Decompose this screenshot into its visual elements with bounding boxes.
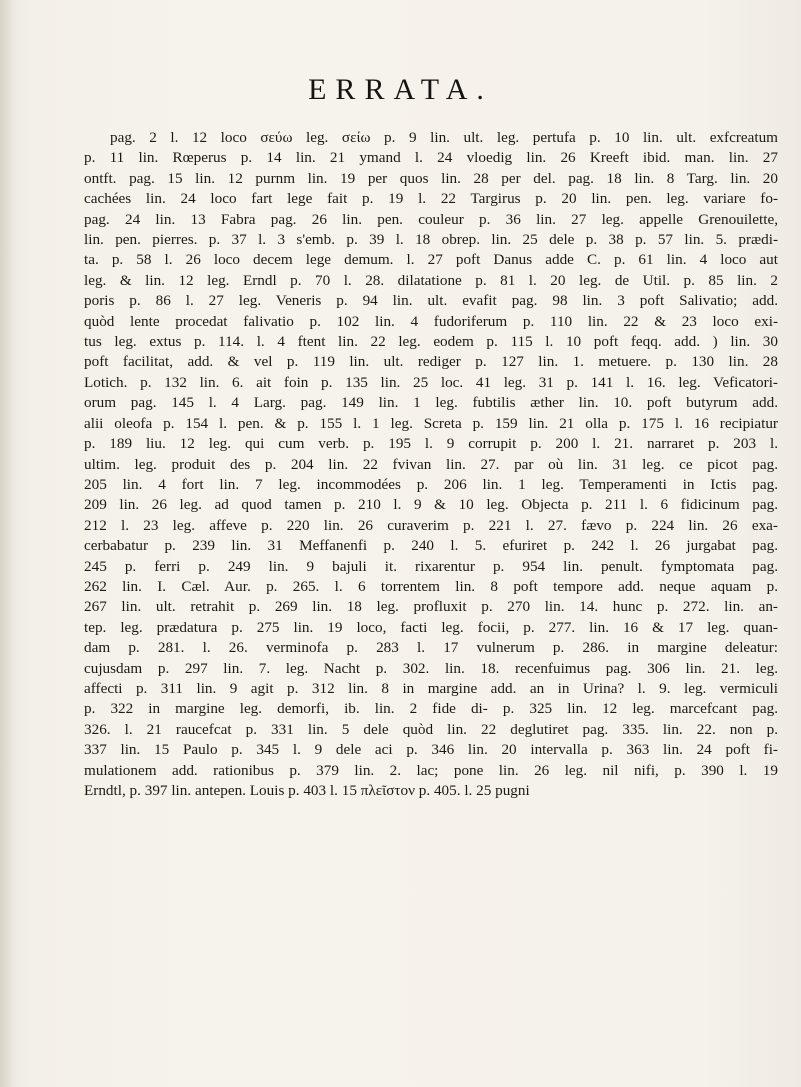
errata-line: 337 lin. 15 Paulo p. 345 l. 9 dele aci p. 346 lin. 20 intervalla p. 363 lin. 24 poft fi-	[84, 741, 778, 759]
errata-line: poft facilitat, add. & vel p. 119 lin. ult. rediger p. 127 lin. 1. metuere. p. 130 lin. 28	[84, 353, 778, 371]
errata-line: dam p. 281. l. 26. verminofa p. 283 l. 17 vulnerum p. 286. in margine deleatur:	[84, 639, 778, 657]
errata-line: poris p. 86 l. 27 leg. Veneris p. 94 lin. ult. evafit pag. 98 lin. 3 poft Salivatio; add.	[84, 292, 778, 310]
errata-line: 326. l. 21 raucefcat p. 331 lin. 5 dele quòd lin. 22 deglutiret pag. 335. lin. 22. non p.	[84, 720, 778, 738]
errata-line: cerbabatur p. 239 lin. 31 Meffanenfi p. 240 l. 5. efuriret p. 242 l. 26 jurgabat pag.	[84, 537, 778, 555]
page-title: ERRATA.	[308, 73, 493, 106]
errata-line: alii oleofa p. 154 l. pen. & p. 155 l. 1 leg. Screta p. 159 lin. 21 olla p. 175 l. 16 recipiatur	[84, 414, 778, 432]
errata-line: mulationem add. rationibus p. 379 lin. 2. lac; pone lin. 26 leg. nil nifi, p. 390 l. 19	[84, 761, 778, 779]
errata-line: 209 lin. 26 leg. ad quod tamen p. 210 l. 9 & 10 leg. Objecta p. 211 l. 6 fidicinum pag.	[84, 496, 778, 514]
errata-line: quòd lente procedat falivatio p. 102 lin. 4 fudoriferum p. 110 lin. 22 & 23 loco exi-	[84, 312, 778, 330]
page-binding-edge	[0, 0, 14, 1087]
errata-line: ontft. pag. 15 lin. 12 purnm lin. 19 per quos lin. 28 per del. pag. 18 lin. 8 Targ. lin. 20	[84, 169, 778, 187]
errata-line: p. 189 liu. 12 leg. qui cum verb. p. 195 l. 9 corrupit p. 200 l. 21. narraret p. 203 l.	[84, 435, 778, 453]
errata-line: 245 p. ferri p. 249 lin. 9 bajuli it. rixarentur p. 954 lin. penult. fymptomata pag.	[84, 557, 778, 575]
errata-line: 262 lin. I. Cæl. Aur. p. 265. l. 6 torrentem lin. 8 poft tempore add. neque aquam p.	[84, 577, 778, 595]
errata-line: 205 lin. 4 fort lin. 7 leg. incommodées p. 206 lin. 1 leg. Temperamenti in Ictis pag.	[84, 475, 778, 493]
errata-body	[84, 128, 778, 801]
errata-line: ta. p. 58 l. 26 loco decem lege demum. l. 27 poft Danus adde C. p. 61 lin. 4 loco aut	[84, 251, 778, 269]
errata-line: ultim. leg. produit des p. 204 lin. 22 fvivan lin. 27. par où lin. 31 leg. ce picot pag.	[84, 455, 778, 473]
errata-line: p. 322 in margine leg. demorfi, ib. lin. 2 fide di- p. 325 lin. 12 leg. marcefcant pag.	[84, 700, 778, 718]
errata-line: tus leg. extus p. 114. l. 4 ftent lin. 22 leg. eodem p. 115 l. 10 poft feqq. add. ) lin. 30	[84, 333, 778, 351]
errata-line: lin. pen. pierres. p. 37 l. 3 s'emb. p. 39 l. 18 obrep. lin. 25 dele p. 38 p. 57 lin. 5. prædi-	[84, 231, 778, 249]
errata-line: Erndtl, p. 397 lin. antepen. Louis p. 403 l. 15 πλεῖστον p. 405. l. 25 pugni	[84, 782, 530, 799]
errata-line: p. 11 lin. Rœperus p. 14 lin. 21 ymand l. 24 vloedig lin. 26 Kreeft ibid. man. lin. 27	[84, 149, 778, 167]
errata-line: orum pag. 145 l. 4 Larg. pag. 149 lin. 1 leg. fubtilis æther lin. 10. poft butyrum add.	[84, 394, 778, 412]
errata-line: cachées lin. 24 loco fart lege fait p. 19 l. 22 Targirus p. 20 lin. pen. leg. variare fo-	[84, 190, 778, 208]
errata-line: 267 lin. ult. retrahit p. 269 lin. 18 leg. profluxit p. 270 lin. 14. hunc p. 272. lin. an-	[84, 598, 778, 616]
errata-line: tep. leg. prædatura p. 275 lin. 19 loco, facti leg. focii, p. 277. lin. 16 & 17 leg. quan-	[84, 618, 778, 636]
errata-line: affecti p. 311 lin. 9 agit p. 312 lin. 8 in margine add. an in Urina? l. 9. leg. vermiculi	[84, 679, 778, 697]
errata-line: Lotich. p. 132 lin. 6. ait foin p. 135 lin. 25 loc. 41 leg. 31 p. 141 l. 16. leg. Veficatori-	[84, 373, 778, 391]
errata-line: pag. 24 lin. 13 Fabra pag. 26 lin. pen. couleur p. 36 lin. 27 leg. appelle Grenouilette,	[84, 210, 778, 228]
errata-line: cujusdam p. 297 lin. 7. leg. Nacht p. 302. lin. 18. recenfuimus pag. 306 lin. 21. leg.	[84, 659, 778, 677]
errata-line: 212 l. 23 leg. affeve p. 220 lin. 26 curaverim p. 221 l. 27. fævo p. 224 lin. 26 exa-	[84, 516, 778, 534]
errata-line: leg. & lin. 12 leg. Erndl p. 70 l. 28. dilatatione p. 81 l. 20 leg. de Util. p. 85 lin. 2	[84, 271, 778, 289]
errata-line: pag. 2 l. 12 loco σεύω leg. σείω p. 9 lin. ult. leg. pertufa p. 10 lin. ult. exfcreatum	[110, 129, 778, 146]
